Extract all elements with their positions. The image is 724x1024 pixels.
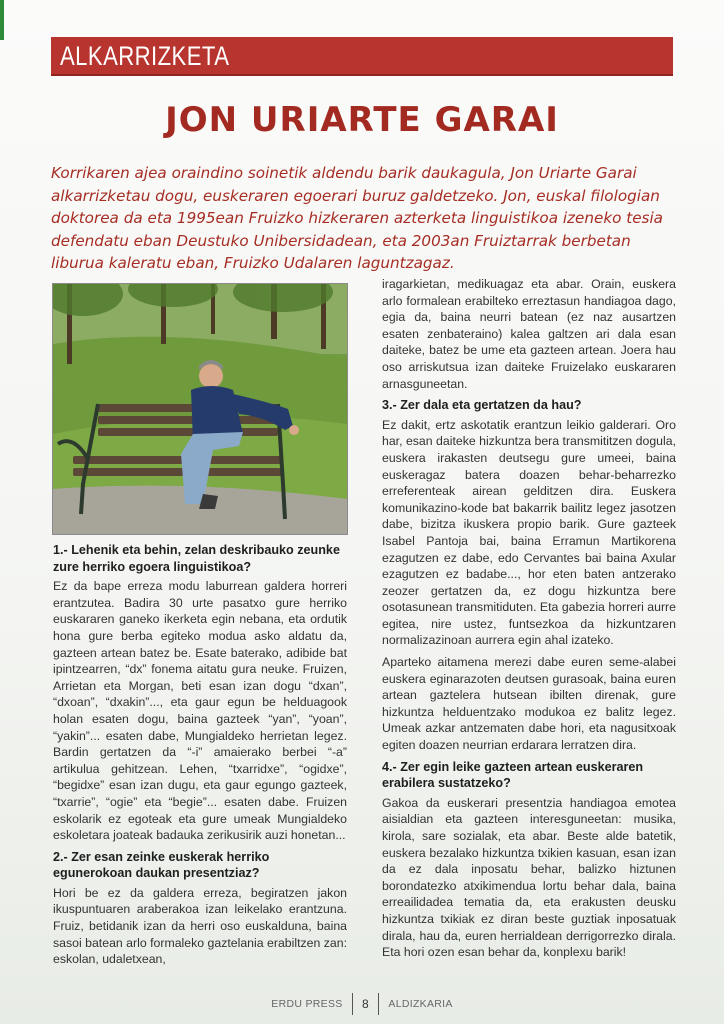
footer-publisher: ERDU PRESS: [271, 998, 343, 1010]
page-edge-marker: [0, 0, 4, 40]
section-header-bar: [51, 37, 673, 76]
answer-1: Ez da bape erreza modu laburrean galdera horreri erantzutea. Badira 30 urte pasatxo gure herriko euskararen ganeko ikerketa egin nebana, eta ordutik hona gure berba egiteko modua asko aldatu da, gazteen artean batez be. Esate baterako, adibide bat ipintzearren, “dx” fonema aitatu gura neuke. Fruizen, Arrietan eta Morgan, beti esan izan dogu “dxan”, “dxoan”, “dxakin”..., eta gaur egun be helduagook holan esaten dogu, baina gazteek “yan”, “yoan”, “yakin”... esaten dabe, Mungialdeko herrietan legez. Bardin gertatzen da “-i” amaierako berbei “-a” artikulua gehitzean. Lehen, “txarridxe”, “ogidxe”, “begidxe” esan izan dugu, eta gaur egungo gazteek, “txarrie”, “ogie” eta “begie”... esaten dabe. Fruizen eskolarik ez egoteak eta gure umeak Mungialdeko eskoletara joateak badauka zerikusirik auzi honetan...: [53, 579, 347, 843]
man-on-park-bench-photo: [53, 284, 347, 534]
footer-divider-left: [352, 993, 353, 1015]
answer-3-paragraph-1: Ez dakit, ertz askotatik erantzun leikio galderari. Oro har, esan daiteke hizkuntza bera transmititzen dogula, euskera irakasten deutsegu gure umeei, baina euskeragaz batera doazen behar-beharrezko erreferenteak airean gelditzen dira. Euskera komunikazino-kode bat bakarrik bailitz legez jasotzen dabe, bizitza ikuskera propio barik. Gure gazteek Isabel Pantoja bai, baina Erramun Martikorena ezagutzen ez dabe, edo Cervantes bai baina Axular ezagutzen ez badabe..., hor eten baten antzerako zeozer gertatzen da, ez dogu hizkuntza bere osotasunean transmitiduten. Eta gabezia horreri aurre egitea, nire ustez, funtsezkoa da hizkuntzaren normalizazinoan aurrera egin ahal izateko.: [382, 417, 676, 648]
answer-3-paragraph-2: Aparteko aitamena merezi dabe euren seme-alabei euskera eginarazoten deutsen gurasoak, baina euren artean gaztelera hutsean ibilten direnak, gure hizkuntza helduentzako modukoa ez balitz legez. Umeak azkar antzematen dabe hori, eta nagusitxoak egiten doazen neurrian erdarara lerratzen dira.: [382, 655, 676, 753]
page-number: 8: [362, 997, 369, 1011]
question-2: 2.- Zer esan zeinke euskerak herriko egunerokoan daukan presentziaz?: [53, 849, 270, 881]
article-intro: Korrikaren ajea oraindino soinetik aldendu barik daukagula, Jon Uriarte Garai alkarrizketau dogu, euskeraren egoerari buruz galdetzeko. Jon, euskal filologian doktorea da eta 1995ean Fruizko hizkeraren azterketa linguistikoa izeneko tesia defendatu eban Deustuko Unibersidadean, eta 2003an Fruiztarrak berbetan liburua kaleratu eban, Fruizko Udalaren laguntzagaz.: [51, 164, 663, 272]
question-3: 3.- Zer dala eta gertatzen da hau?: [382, 398, 582, 413]
footer-divider-right: [378, 993, 379, 1015]
right-column: [382, 276, 676, 966]
article-title: JON URIARTE GARAI: [165, 100, 559, 140]
answer-2-continued: iragarkietan, medikuagaz eta abar. Orain, euskera arlo formalean erabilteko erreztasun handiagoa dago, egia da, baina neurri batean (ez naz ausartzen esaten zenbateraino) kalea galtzen ari dala esan daiteke, batez be ume eta gazteen artean. Joera hau oso arriskutsua izan daiteke Fruizelako euskararen arnasguneetan.: [382, 277, 676, 391]
section-label: ALKARRIZKETA: [60, 41, 230, 71]
question-4: 4.- Zer egin leike gazteen artean euskeraren erabilera sustatzeko?: [382, 759, 644, 791]
answer-4: Gakoa da euskerari presentzia handiagoa emotea aisialdian eta gazteen interesguneetan: musika, kirola, sare sozialak, eta abar. Beste alde batetik, euskera bezalako hizkuntza txikien kasuan, esan izan da ez dala inposatu behar, balizko hiztunen borondatezko atxikimendua lortu behar dala, baina erreailidadea tematia da, eta erakusten deusku hizkuntza txikiak ez diran beste guztiak inposatuak dirala, hau da, euren herrialdean derrigorrezko dirala. Eta hori ozen esan behar da, konplexu barik!: [382, 795, 676, 960]
question-1: 1.- Lehenik eta behin, zelan deskribauko zeunke zure herriko egoera linguistikoa?: [53, 543, 340, 574]
answer-2: Hori be ez da galdera erreza, begiratzen jakon ikuspuntuaren araberakoa izan leikelako erantzuna. Fruiz, betidanik izan da herri oso euskalduna, baina sasoi batean arlo formaleko gaztelania erabiltzen zan: eskolan, udaletxean,: [53, 885, 347, 967]
interview-photo: [52, 283, 348, 535]
footer-magazine: ALDIZKARIA: [388, 998, 453, 1010]
left-column: [53, 541, 347, 973]
page-footer: [0, 993, 724, 1015]
